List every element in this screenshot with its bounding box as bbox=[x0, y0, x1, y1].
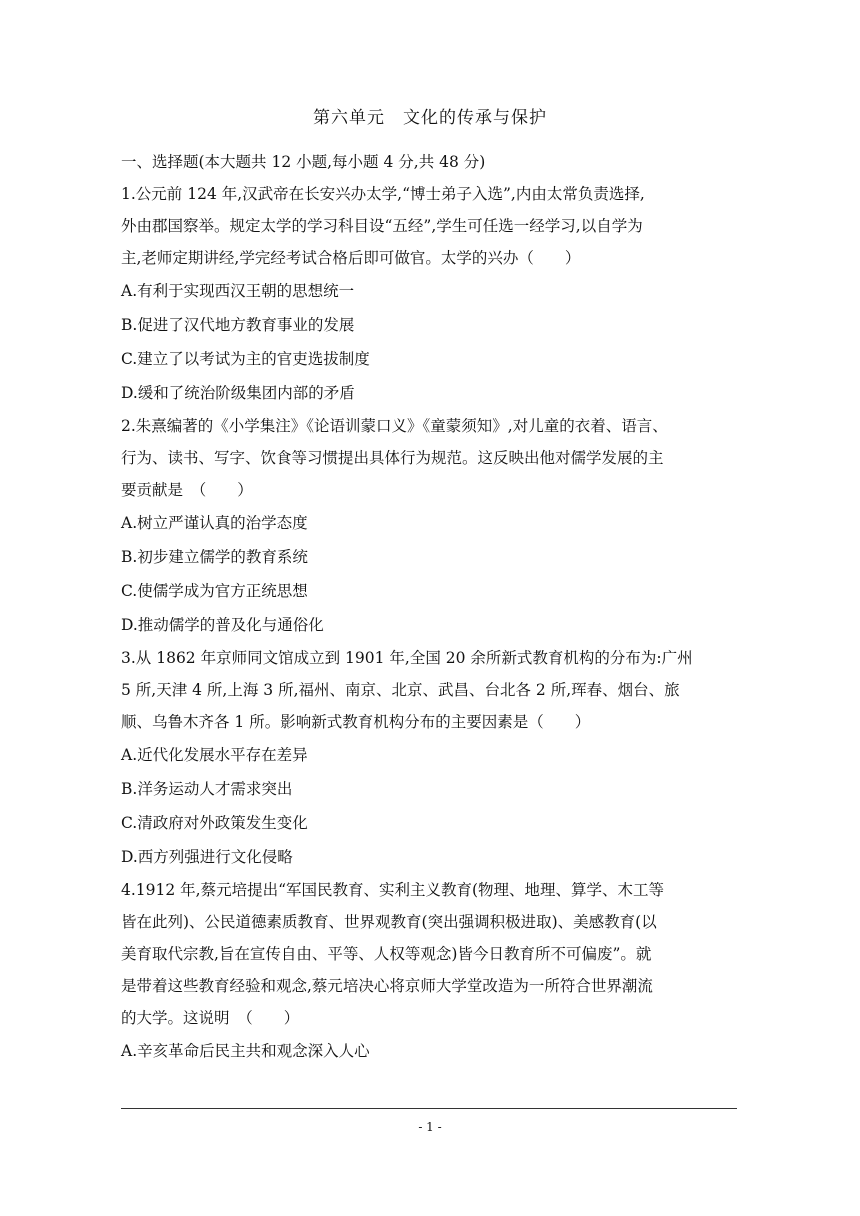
option-c: C.建立了以考试为主的官吏选拔制度 bbox=[121, 350, 370, 368]
question-line: 的大学。这说明 （ ） bbox=[121, 1009, 300, 1027]
page-number: - 1 - bbox=[418, 1120, 442, 1134]
option-c: C.使儒学成为官方正统思想 bbox=[121, 582, 308, 600]
option-b: B.洋务运动人才需求突出 bbox=[121, 780, 293, 798]
option-a: A.辛亥革命后民主共和观念深入人心 bbox=[121, 1042, 370, 1060]
question-line: 是带着这些教育经验和观念,蔡元培决心将京师大学堂改造为一所符合世界潮流 bbox=[121, 977, 653, 995]
question-line: 2.朱熹编著的《小学集注》《论语训蒙口义》《童蒙须知》,对儿童的衣着、语言、 bbox=[121, 417, 668, 435]
question-line: 皆在此列)、公民道德素质教育、世界观教育(突出强调积极进取)、美感教育(以 bbox=[121, 913, 657, 931]
option-a: A.近代化发展水平存在差异 bbox=[121, 746, 308, 764]
question-line: 行为、读书、写字、饮食等习惯提出具体行为规范。这反映出他对儒学发展的主 bbox=[121, 449, 664, 467]
question-1 bbox=[121, 178, 741, 410]
option-b: B.促进了汉代地方教育事业的发展 bbox=[121, 316, 355, 334]
option-b: B.初步建立儒学的教育系统 bbox=[121, 548, 308, 566]
question-3 bbox=[121, 642, 741, 874]
question-line: 顺、乌鲁木齐各 1 所。影响新式教育机构分布的主要因素是（ ） bbox=[121, 713, 591, 731]
option-d: D.推动儒学的普及化与通俗化 bbox=[121, 616, 324, 634]
question-line: 要贡献是 （ ） bbox=[121, 481, 253, 499]
question-line: 美育取代宗教,旨在宣传自由、平等、人权等观念)皆今日教育所不可偏废”。就 bbox=[121, 945, 652, 963]
question-line: 5 所,天津 4 所,上海 3 所,福州、南京、北京、武昌、台北各 2 所,珲春、烟台、旅 bbox=[121, 681, 680, 699]
option-d: D.西方列强进行文化侵略 bbox=[121, 848, 293, 866]
question-line: 主,老师定期讲经,学完经考试合格后即可做官。太学的兴办（ ） bbox=[121, 249, 581, 267]
question-line: 外由郡国察举。规定太学的学习科目设“五经”,学生可任选一经学习,以自学为 bbox=[121, 217, 643, 235]
question-4 bbox=[121, 874, 741, 1068]
section-heading: 一、选择题(本大题共 12 小题,每小题 4 分,共 48 分) bbox=[121, 153, 486, 171]
option-a: A.有利于实现西汉王朝的思想统一 bbox=[121, 282, 355, 300]
option-a: A.树立严谨认真的治学态度 bbox=[121, 514, 308, 532]
footer-divider bbox=[121, 1108, 737, 1109]
question-line: 4.1912 年,蔡元培提出“军国民教育、实利主义教育(物理、地理、算学、木工等 bbox=[121, 881, 665, 899]
question-line: 3.从 1862 年京师同文馆成立到 1901 年,全国 20 余所新式教育机构的分布为:广州 bbox=[121, 649, 693, 667]
question-2 bbox=[121, 410, 741, 642]
unit-title: 第六单元 文化的传承与保护 bbox=[313, 108, 547, 128]
option-c: C.清政府对外政策发生变化 bbox=[121, 814, 308, 832]
option-d: D.缓和了统治阶级集团内部的矛盾 bbox=[121, 384, 355, 402]
question-content bbox=[121, 146, 741, 1068]
question-line: 1.公元前 124 年,汉武帝在长安兴办太学,“博士弟子入选”,内由太常负责选择, bbox=[121, 185, 645, 203]
